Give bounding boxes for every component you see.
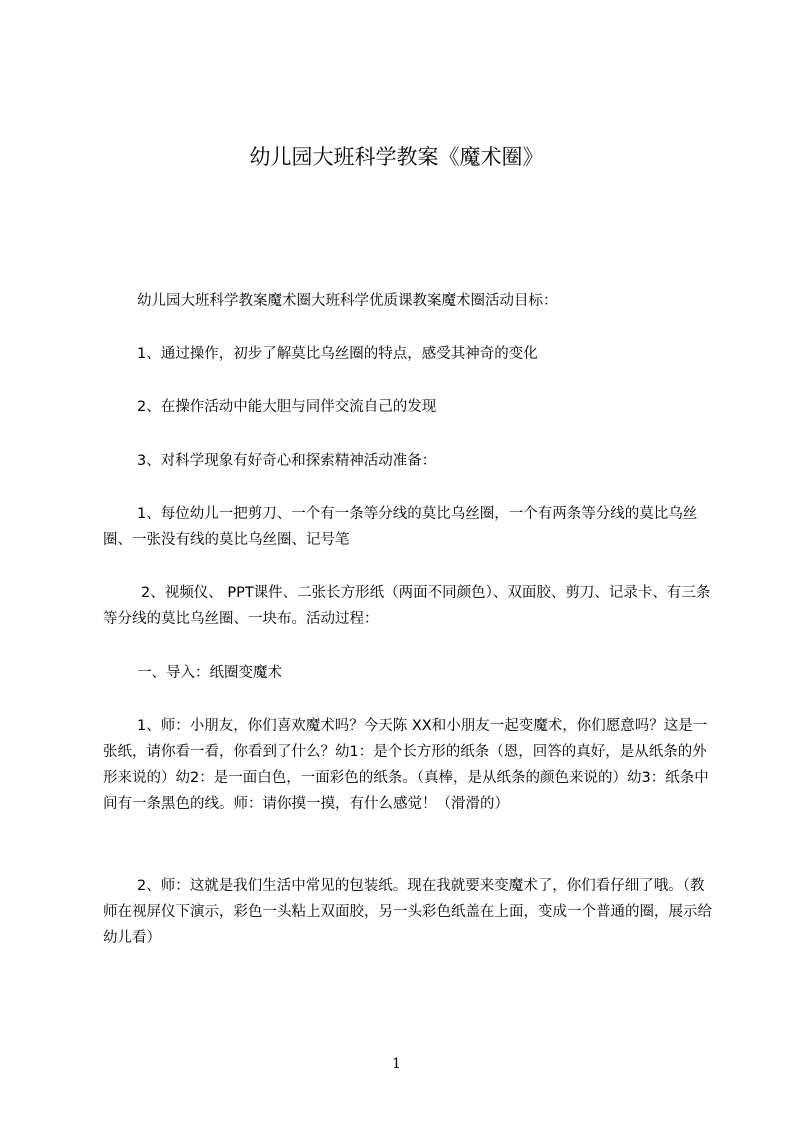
paragraph-goal-1: 1、通过操作，初步了解莫比乌丝圈的特点，感受其神奇的变化 [137, 346, 538, 362]
paragraph-step-1: 1、师：小朋友，你们喜欢魔术吗？今天陈 XX和小朋友一起变魔术，你们愿意吗？这是一张纸，请你看一看，你看到了什么？幼1：是个长方形的纸条（恩，回答的真好，是从纸条的外形来说的）幼2：是一面白色，一面彩色的纸条。（真棒，是从纸条的颜色来说的）幼3：纸条中间有一条黑色的线。师：请你摸一摸，有什么感觉！（滑滑的） [103, 718, 709, 812]
paragraph-goal-2: 2、在操作活动中能大胆与同伴交流自己的发现 [137, 399, 437, 415]
paragraph-goal-3: 3、对科学现象有好奇心和探索精神活动准备： [137, 453, 437, 469]
page-number: 1 [392, 1056, 401, 1072]
paragraph-preparation-1: 1、每位幼儿一把剪刀、一个有一条等分线的莫比乌丝圈，一个有两条等分线的莫比乌丝圈、一张没有线的莫比乌丝圈、记号笔 [103, 506, 698, 548]
paragraph-preparation-2: 2、视频仪、 PPT课件、二张长方形纸（两面不同颜色）、双面胶、剪刀、记录卡、有三条等分线的莫比乌丝圈、一块布。活动过程： [103, 585, 711, 627]
paragraph-intro: 幼儿园大班科学教案魔术圈大班科学优质课教案魔术圈活动目标： [137, 293, 558, 309]
paragraph-section-heading: 一、导入：纸圈变魔术 [137, 665, 282, 681]
document-title: 幼儿园大班科学教案《魔术圈》 [249, 145, 544, 169]
paragraph-step-2: 2、师：这就是我们生活中常见的包装纸。现在我就要来变魔术了，你们看仔细了哦。（教师在视屏仪下演示，彩色一头粘上双面胶，另一头彩色纸盖在上面，变成一个普通的圈，展示给幼儿看） [103, 878, 712, 946]
